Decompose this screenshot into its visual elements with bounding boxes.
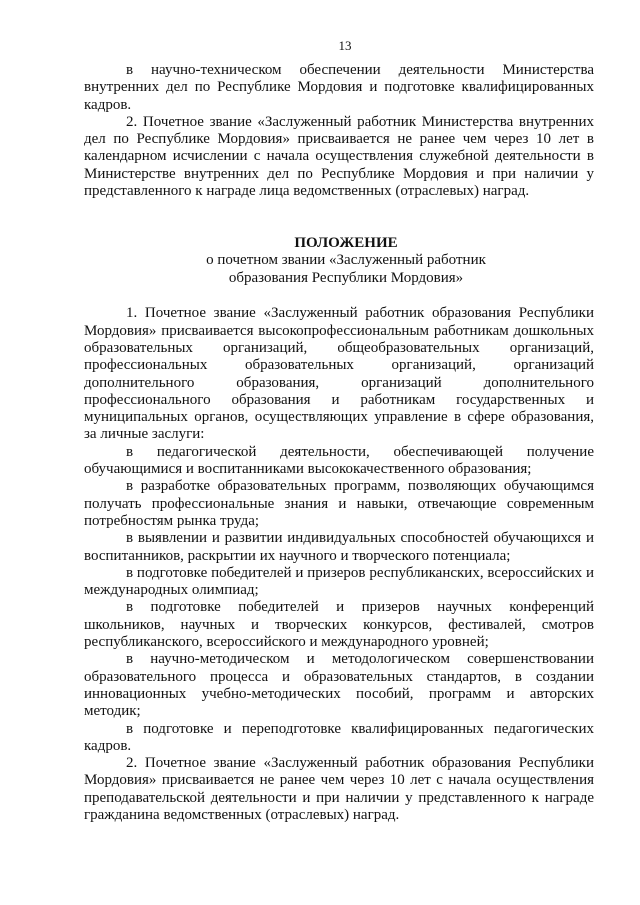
paragraph-clause-1: 1. Почетное звание «Заслуженный работник образования Республики Мордовия» присваивается высокопрофессиональным работникам дошкольных образовательных организаций, общеобразовательных организаций, профессиональных образовательных организаций, организаций дополнительного образования, организаций дополнительного профессионального образования и работникам государственных и муниципальных органов, осуществляющих управление в сфере образования, за личные заслуги: <box>84 305 594 443</box>
paragraph-merit-programs: в разработке образовательных программ, позволяющих обучающимся получать профессиональные знания и навыки, отвечающие современным потребностям рынка труда; <box>84 478 594 529</box>
regulation-title: ПОЛОЖЕНИЕ <box>294 235 398 252</box>
paragraph-merit-training: в подготовке и переподготовке квалифицированных педагогических кадров. <box>84 720 594 754</box>
regulation-heading <box>84 234 594 287</box>
regulation-body <box>84 305 594 824</box>
page-number: 13 <box>338 38 352 53</box>
paragraph-merit-pedagogy: в педагогической деятельности, обеспечивающей получение обучающимися и воспитанниками высококачественного образования; <box>84 443 594 478</box>
top-section <box>84 62 594 200</box>
paragraph-mvd-clause-2: 2. Почетное звание «Заслуженный работник Министерства внутренних дел по Республике Мордовия» присваивается не ранее чем через 10 лет в календарном исчислении с начала осуществления служебной деятельности в Министерстве внутренних дел по Республике Мордовия и при наличии у представленного к награде лица ведомственных (отраслевых) наград. <box>84 113 594 200</box>
paragraph-merit-methodology: в научно-методическом и методологическом совершенствовании образовательного процесса и образовательных стандартов, в создании инновационных учебно-методических пособий, программ и авторских методик; <box>84 651 594 720</box>
paragraph-merit-abilities: в выявлении и развитии индивидуальных способностей обучающихся и воспитанников, раскрытии их научного и творческого потенциала; <box>84 530 594 564</box>
regulation-subtitle-line-1: о почетном звании «Заслуженный работник <box>206 252 486 269</box>
paragraph-merit-olympiads: в подготовке победителей и призеров республиканских, всероссийских и международных олимпиад; <box>84 564 594 599</box>
paragraph-continuation: в научно-техническом обеспечении деятельности Министерства внутренних дел по Республике Мордовия и подготовке квалифицированных кадров. <box>84 62 594 113</box>
regulation-subtitle-line-2: образования Республики Мордовия» <box>228 269 464 286</box>
paragraph-merit-conferences: в подготовке победителей и призеров научных конференций школьников, научных и творческих конкурсов, фестивалей, смотров республиканского, всероссийского и международного уровней; <box>84 599 594 651</box>
section-spacer <box>84 200 594 234</box>
heading-spacer <box>84 287 594 305</box>
paragraph-clause-2: 2. Почетное звание «Заслуженный работник образования Республики Мордовия» присваивается не ранее чем через 10 лет с начала осуществления преподавательской деятельности и при наличии у представленного к награде гражданина ведомственных (отраслевых) наград. <box>84 755 594 823</box>
